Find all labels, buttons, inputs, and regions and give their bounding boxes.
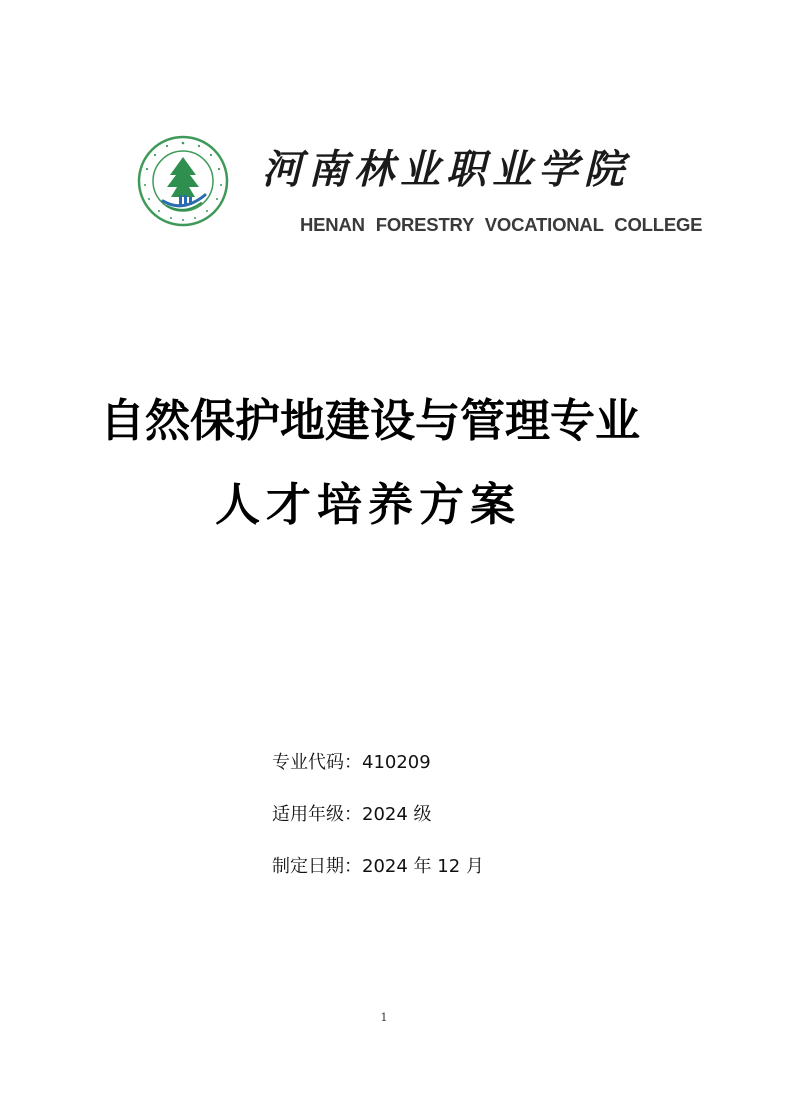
info-value: 2024 年 12 月: [362, 856, 484, 877]
info-value: 2024 级: [362, 804, 432, 825]
info-row-applicable-grade: [272, 800, 672, 852]
page-number: 1: [380, 1011, 388, 1024]
document-info-block: [272, 748, 672, 904]
info-row-date: [272, 852, 672, 904]
info-row-major-code: [272, 748, 672, 800]
info-label: 适用年级：: [272, 804, 362, 825]
info-label: 制定日期：: [272, 856, 362, 877]
document-title-line2: 人才培养方案: [215, 478, 522, 531]
info-label: 专业代码：: [272, 752, 362, 773]
college-seal-logo: [137, 135, 229, 227]
college-name-cn: 河南林业职业学院: [262, 146, 630, 193]
info-value: 410209: [362, 752, 431, 773]
document-title-line1: 自然保护地建设与管理专业: [100, 394, 641, 447]
college-name-en: HENAN FORESTRY VOCATIONAL COLLEGE: [300, 214, 703, 235]
